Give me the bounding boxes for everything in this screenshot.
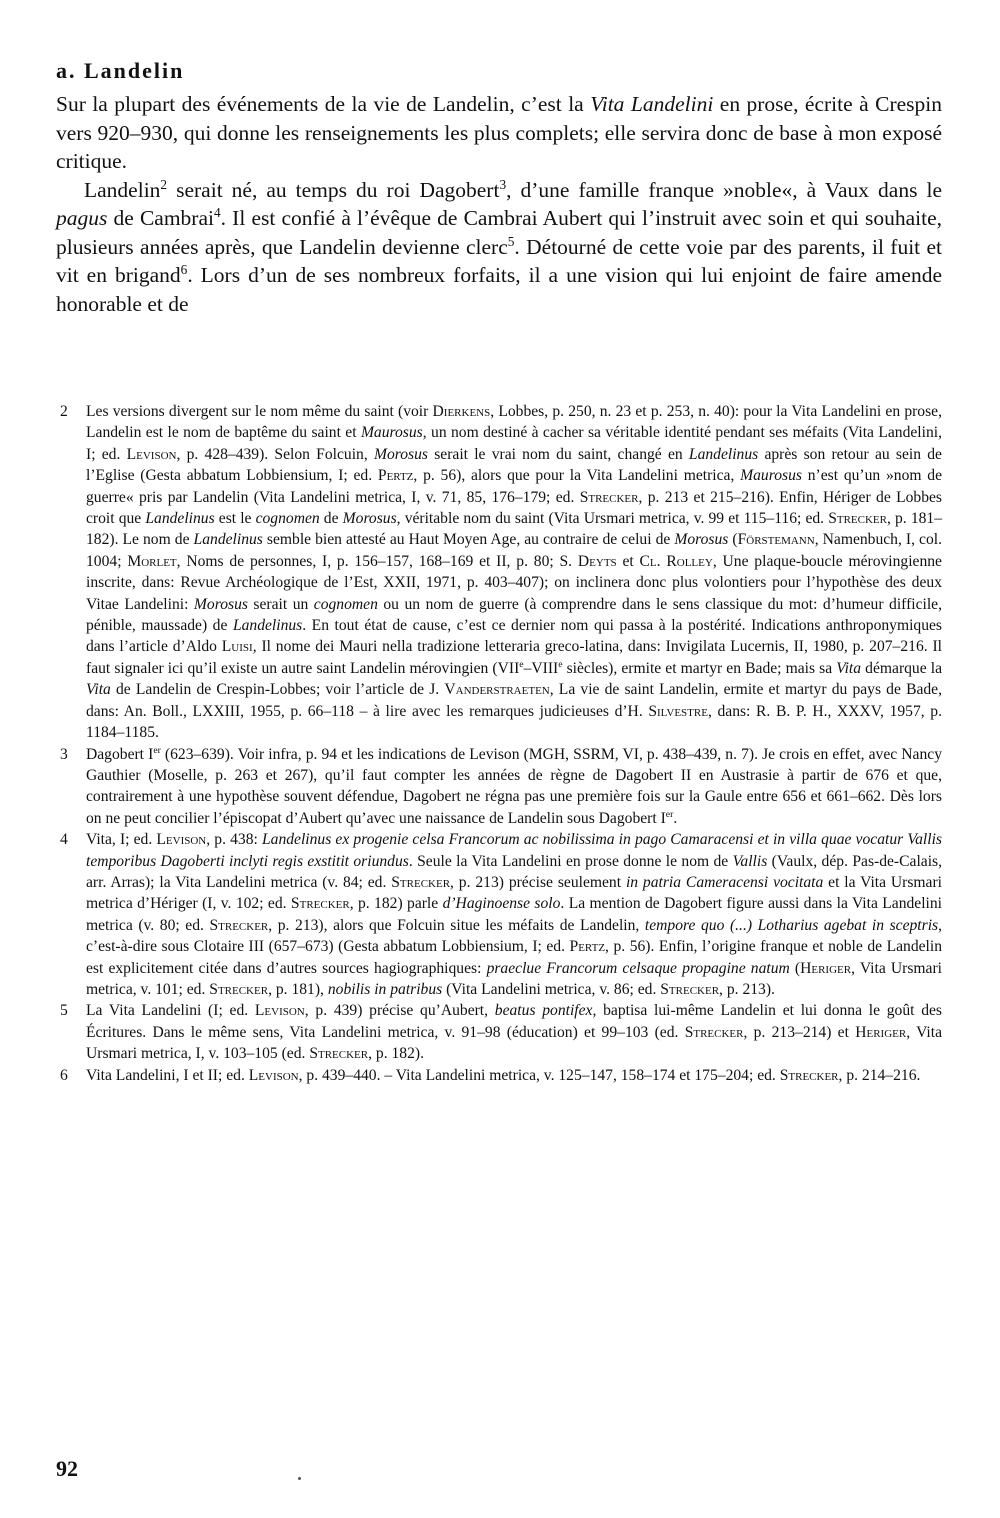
footnote-number: 2 <box>60 403 68 420</box>
footnote <box>60 744 942 830</box>
italic-text: Morosus <box>193 595 248 613</box>
superscript: 3 <box>499 176 507 192</box>
text-run: . En tout état de cause, c’est ce dernier nom qui passa à la postérité. Indications anthroponymiques dans l’article d’Aldo <box>86 617 943 656</box>
italic-text: Vallis <box>732 852 768 870</box>
superscript: 4 <box>213 204 221 220</box>
text-run: . Seule la Vita Landelini en prose donne le nom de <box>408 852 733 870</box>
text-run: , p. 182) parle <box>349 895 443 913</box>
author-name: Luisi <box>221 638 253 656</box>
text-run: , p. 213 et 215–216). Enfin, Hériger de Lobbes croit que <box>86 488 942 528</box>
text-run: . La mention de Dagobert figure aussi dans la Vita Landelini metrica (v. 80; ed. <box>86 895 942 934</box>
text-run: , Une plaque-boucle mérovingienne inscrite, dans: Revue Archéologique de l’Est, XXII, 1971, p. 403–407); on inclinera donc plus volontiers pour l’hypothèse des deux Vitae Landelini: <box>86 552 942 613</box>
footnote-text <box>86 1000 942 1064</box>
text-run: et la Vita Ursmari metrica d’Hériger (I, v. 102; ed. <box>86 873 943 913</box>
text-run: serait le vrai nom du saint, changé en <box>427 445 689 463</box>
italic-text: cognomen <box>313 595 378 613</box>
footnote <box>60 1000 942 1064</box>
italic-text: praeclue Francorum celsaque propagine natum <box>486 959 790 977</box>
footnotes <box>60 401 942 1086</box>
author-name: Strecker <box>209 980 269 998</box>
superscript: e <box>519 658 524 670</box>
author-name: Levison <box>254 1002 305 1020</box>
text-run: La Vita Landelini (I; ed. <box>86 1002 255 1020</box>
author-name: Vanderstraeten <box>444 681 550 699</box>
text-run: ( <box>789 959 801 977</box>
text-run: , p. 428–439). Selon Folcuin, <box>176 445 374 463</box>
italic-text: Vita Landelini <box>590 92 714 116</box>
text-run: , Vita Ursmari metrica, I, v. 103–105 (ed. <box>86 1023 943 1063</box>
main-text <box>56 56 942 318</box>
print-speck <box>298 1477 301 1480</box>
text-run: . Détourné de cette voie par des parents, il fuit et vit en brigand <box>56 234 942 287</box>
author-name: Strecker <box>779 1066 839 1084</box>
italic-text: Vita <box>836 659 862 677</box>
text-run: , baptisa lui-même Landelin et lui donna le goût des Écritures. Dans le même sens, Vita Landelini metrica, v. 91–98 (éducation) et 99–103 (ed. <box>86 1002 943 1041</box>
footnote-text <box>86 401 942 744</box>
superscript: 5 <box>507 233 515 249</box>
author-name: Levison <box>126 445 177 463</box>
italic-text: Vita <box>86 681 111 699</box>
footnote-text <box>86 829 942 1000</box>
italic-text: Landelinus <box>688 445 759 463</box>
text-run: , La vie de saint Landelin, ermite et martyr du pays de Bade, dans: An. Boll., LXXIII, 1955, p. 66–118 – à lire avec les remarques judicieuses d’H. <box>86 681 943 720</box>
author-name: Dierkens <box>432 403 491 420</box>
italic-text: Landelinus <box>232 617 303 635</box>
superscript: e <box>558 658 563 670</box>
footnote <box>60 829 942 1000</box>
text-run: est le <box>214 510 256 528</box>
italic-text: Landelinus <box>193 531 263 549</box>
text-run: , c’est-à-dire sous Clotaire III (657–673) (Gesta abbatum Lobbiensium, I; ed. <box>86 916 943 956</box>
text-run: ou un nom de guerre (à comprendre dans le sens classique du mot: d’humeur difficile, pénible, maussade) de <box>86 595 943 635</box>
text-run: , p. 213), alors que Folcuin situe les méfaits de Landelin, <box>268 916 645 934</box>
footnote-text <box>86 744 942 830</box>
footnote-number: 4 <box>60 831 68 849</box>
author-name: Strecker <box>391 873 451 891</box>
footnote-number: 6 <box>60 1066 68 1084</box>
text-run: (Vaulx, dép. Pas-de-Calais, arr. Arras); la Vita Landelini metrica (v. 84; ed. <box>86 852 942 891</box>
text-run: Sur la plupart des événements de la vie de Landelin, c’est la <box>56 92 591 116</box>
paragraph <box>56 176 942 319</box>
superscript: er <box>153 744 161 756</box>
text-run: , p. 214–216. <box>838 1066 921 1084</box>
author-name: Heriger <box>800 959 852 977</box>
author-name: Strecker <box>290 895 350 913</box>
text-run: , véritable nom du saint (Vita Ursmari metrica, v. 99 et 115–116; ed. <box>396 510 829 528</box>
text-run: ( <box>728 531 738 549</box>
italic-text: Landelinus <box>145 510 215 528</box>
text-run: , p. 56). Enfin, l’origine franque et noble de Landelin est explicitement citée dans d’autres sources hagiographiques: <box>86 938 942 977</box>
italic-text: Morosus <box>674 531 729 549</box>
italic-text: in patria Cameracensi vocitata <box>625 873 824 891</box>
text-run: de <box>319 510 343 528</box>
text-run: , p. 56), alors que pour la Vita Landelini metrica, <box>413 467 741 485</box>
author-name: Strecker <box>579 488 639 506</box>
superscript: 6 <box>180 261 188 277</box>
author-name: Pertz <box>377 467 414 485</box>
text-run: , p. 181–182). Le nom de <box>86 510 943 549</box>
text-run: siècles), ermite et martyr en Bade; mais sa <box>562 659 837 677</box>
text-run: , p. 213). <box>719 980 775 998</box>
italic-text: nobilis in patribus <box>327 980 443 998</box>
text-run: , p. 181), <box>268 980 328 998</box>
text-run: et <box>616 552 640 570</box>
text-run: . <box>673 809 678 827</box>
text-run: , un nom destiné à cacher sa véritable identité pendant ses méfaits (Vita Landelini, I; ed. <box>86 424 942 463</box>
footnote <box>60 401 942 744</box>
author-name: Strecker <box>309 1045 369 1063</box>
italic-text: d’Haginoense solo <box>442 895 561 913</box>
text-run: Vita Landelini, I et II; ed. <box>86 1066 249 1084</box>
text-run: , p. 438: <box>206 831 262 849</box>
italic-text: beatus pontifex <box>494 1002 593 1020</box>
author-name: Deyts <box>577 552 617 570</box>
text-run: , p. 439) précise qu’Aubert, <box>304 1002 495 1020</box>
italic-text: Maurosus <box>360 424 423 442</box>
text-run: , Il nome dei Mauri nella tradizione letteraria greco-latina, dans: Invigilata Lucernis, II, 1980, p. 207–216. Il faut signaler ici qu’il existe un autre saint Landelin mérovingien (VII <box>86 638 943 677</box>
italic-text: tempore quo (...) Lotharius agebat in sceptris <box>644 916 939 934</box>
author-name: Silvestre <box>648 702 708 720</box>
text-run: Dagobert I <box>86 745 154 763</box>
author-name: Levison <box>248 1066 299 1084</box>
superscript: er <box>665 808 674 820</box>
text-run: . Lors d’un de ses nombreux forfaits, il a une vision qui lui enjoint de faire amende honorable et de <box>56 263 942 316</box>
paragraph <box>56 90 942 176</box>
text-run: Vita, I; ed. <box>86 831 157 849</box>
text-run: semble bien attesté au Haut Moyen Age, au contraire de celui de <box>262 531 675 549</box>
text-run: , Noms de personnes, I, p. 156–157, 168–169 et II, p. 80; S. <box>176 552 578 570</box>
text-run: , p. 213) précise seulement <box>450 873 626 891</box>
text-run: , d’une famille franque »noble«, à Vaux dans le <box>506 177 942 202</box>
text-run: Les versions divergent sur le nom même du saint (voir <box>86 403 433 420</box>
author-name: Förstemann <box>737 531 815 549</box>
section-title: a. Landelin <box>56 58 185 83</box>
text-run: . Il est confié à l’évêque de Cambrai Aubert qui l’instruit avec soin et qui souhaite, plusieurs années après, que Landelin devienne clerc <box>56 206 943 259</box>
text-run: (623–639). Voir infra, p. 94 et les indications de Levison (MGH, SSRM, VI, p. 438–439, n. 7). Je crois en effet, avec Nancy Gauthier (Moselle, p. 263 et 267), qu’il faut compter les années de règne de Dagobert II en Austrasie à partir de 676 et que, contrairement à une hypothèse souvent défendue, Dagobert ne régna pas une première fois sur la Gaule entre 656 et 661–662. Dès lors on ne peut concilier l’épiscopat d’Aubert qu’avec une naissance de Landelin sous Dagobert I <box>86 745 942 827</box>
author-name: Morlet <box>127 552 177 570</box>
page-number: 92 <box>56 1456 78 1481</box>
text-run: –VIII <box>523 659 559 677</box>
author-name: Strecker <box>828 510 887 528</box>
text-run: démarque la <box>861 659 943 677</box>
text-run: , p. 213–214) et <box>743 1023 856 1041</box>
author-name: Levison <box>156 831 207 849</box>
text-run: de Cambrai <box>107 206 214 230</box>
author-name: Strecker <box>660 980 720 998</box>
author-name: Strecker <box>209 916 269 934</box>
text-run: , p. 182). <box>368 1045 424 1063</box>
text-run: , Vita Ursmari metrica, v. 101; ed. <box>86 959 942 998</box>
text-run: serait un <box>247 595 314 613</box>
text-run: après son retour au sein de l’Eglise (Gesta abbatum Lobbiensium, I; ed. <box>86 445 942 485</box>
author-name: Heriger <box>855 1023 907 1041</box>
text-run: Landelin <box>84 177 161 202</box>
italic-text: pagus <box>56 206 108 230</box>
body-paragraphs <box>56 90 942 318</box>
italic-text: Morosus <box>342 510 397 528</box>
superscript: 2 <box>160 176 168 192</box>
text-run: n’est qu’un »nom de guerre« pris par Landelin (Vita Landelini metrica, I, v. 71, 85, 176–179; ed. <box>86 467 942 506</box>
author-name: Cl. Rolley <box>639 552 713 570</box>
footnote-text <box>86 1065 942 1086</box>
text-run: , dans: R. B. P. H., XXXV, 1957, p. 1184–1185. <box>86 702 942 742</box>
text-run: serait né, au temps du roi Dagobert <box>167 177 500 202</box>
author-name: Strecker <box>684 1023 744 1041</box>
text-run: (Vita Landelini metrica, v. 86; ed. <box>442 980 661 998</box>
text-run: de Landelin de Crespin-Lobbes; voir l’article de J. <box>110 681 445 699</box>
footnote-number: 5 <box>60 1002 68 1020</box>
italic-text: cognomen <box>255 510 320 528</box>
author-name: Pertz <box>569 938 606 956</box>
text-run: , Namenbuch, I, col. 1004; <box>86 531 943 570</box>
text-run: , p. 439–440. – Vita Landelini metrica, v. 125–147, 158–174 et 175–204; ed. <box>298 1066 780 1084</box>
italic-text: Maurosus <box>740 467 802 485</box>
footnote-number: 3 <box>60 745 68 763</box>
text-run: , Lobbes, p. 250, n. 23 et p. 253, n. 40): pour la Vita Landelini en prose, Landelin est le nom de baptême du saint et <box>86 403 942 442</box>
footnote <box>60 1065 942 1086</box>
text-run: en prose, écrite à Crespin vers 920–930, qui donne les renseignements les plus complets; elle servira donc de base à mon exposé critique. <box>56 92 943 173</box>
italic-text: Landelinus ex progenie celsa Francorum ac nobilissima in pago Camaracensi et in villa quae vocatur Vallis temporibus Dagoberti inclyti regis exstitit oriundus <box>86 831 942 870</box>
italic-text: Morosus <box>373 445 428 463</box>
